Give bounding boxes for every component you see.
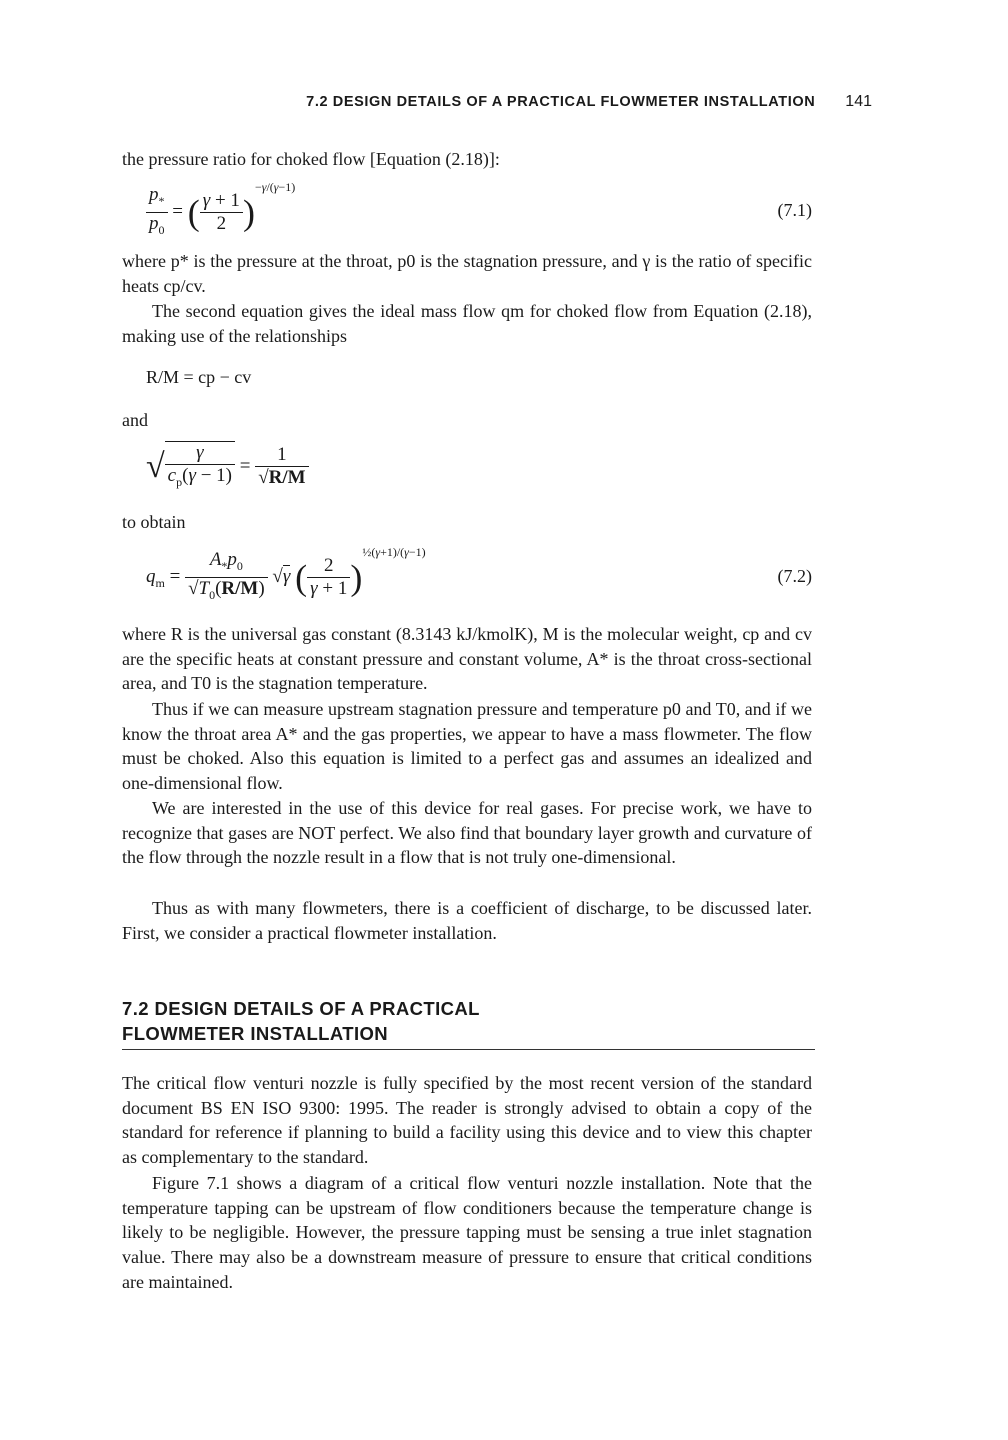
eq-rm-text: R/M = cp − cv	[146, 367, 252, 387]
equation-7-1	[146, 180, 295, 241]
eq2-sqrt-gamma: √γ	[272, 566, 291, 587]
eq1-exponent: −γ/(γ−1)	[254, 180, 296, 194]
para-second-equation	[122, 299, 812, 348]
para-real-text: We are interested in the use of this device for real gases. For precise work, we have to recognize that gases are NOT perfect. We also find that boundary layer growth and curvature of the flow through the nozzle result in a flow that is not truly one-dimensional.	[122, 798, 812, 868]
para-eq1-text: where p* is the pressure at the throat, p0 is the stagnation pressure, and γ is the ratio of specific heats cp/cv.	[122, 251, 812, 296]
equation-7-2: $q_m$ = $\frac{A_*p_0}{√T_0(R/M)}$ √γ ( $\frac{2}{\gamma + 1}$ )$^{\frac{1}{2}(\gamma+1)/(\gamma-1)}$	[146, 545, 426, 606]
para-where-r-text: where R is the universal gas constant (8.3143 kJ/kmolK), M is the molecular weight, cp and cv are the specific heats at constant pressure and constant volume, A* is the throat cross-sectional area, and T0 is the stagnation temperature.	[122, 624, 812, 694]
and-paragraph	[122, 408, 812, 433]
eq1-rhs-num: γ + 1	[202, 190, 240, 212]
para-thus-coefficient	[122, 896, 812, 945]
para-real-gases	[122, 796, 812, 870]
eq1-number: (7.1)	[777, 200, 812, 220]
para-thus2-text: Thus as with many flowmeters, there is a coefficient of discharge, to be discussed later. First, we consider a practical flowmeter installation.	[122, 898, 812, 943]
eq2-left-paren: (	[295, 557, 308, 598]
to-obtain-text: to obtain	[122, 512, 186, 532]
running-title: 7.2 DESIGN DETAILS OF A PRACTICAL FLOWMETER INSTALLATION	[306, 94, 816, 110]
para-figure-text: Figure 7.1 shows a diagram of a critical flow venturi nozzle installation. Note that the temperature tapping can be upstream of flow conditioners because the temperature change is likely to be negligible. However, the pressure tapping must be sensing a true inlet stagnation value. There may also be a downstream measure of pressure to ensure that critical conditions are maintained.	[122, 1173, 812, 1292]
eq2-num: $A_*p_0$	[185, 549, 268, 578]
para-figure-7-1	[122, 1171, 812, 1295]
para-thus1-text: Thus if we can measure upstream stagnation pressure and temperature p0 and T0, and if we know the throat area A* and the gas properties, we appear to have a mass flowmeter. The flow must be choked. Also this equation is limited to a perfect gas and assumes an idealized and one-dimensional flow.	[122, 699, 812, 794]
eq2-fraction	[185, 549, 268, 606]
sqrt-rhs-fraction	[255, 444, 308, 489]
eq1-right-paren: )	[242, 192, 255, 233]
intro-paragraph	[122, 147, 812, 172]
eq2-inner-num: 2	[307, 555, 350, 578]
eq2-den: $√T_0(R/M)$	[188, 578, 265, 602]
eq1-rhs-fraction	[200, 190, 243, 235]
sqrt-rhs-num: 1	[255, 444, 308, 467]
eq2-inner-den: γ + 1	[310, 578, 348, 600]
eq2-inner-fraction	[307, 555, 350, 600]
sqrt-den: $c_p(\gamma - 1)$	[167, 465, 232, 489]
eq2-exponent: ½(γ+1)/(γ−1)	[362, 545, 426, 559]
section-heading-line2: FLOWMETER INSTALLATION	[122, 1023, 389, 1044]
para-thus-measure	[122, 697, 812, 796]
eq2-equals: =	[169, 566, 181, 587]
sqrt-rhs-den: √R/M	[258, 467, 306, 489]
para-eq1-where	[122, 249, 812, 298]
sqrt-fraction	[165, 441, 235, 493]
eq1-left-paren: (	[187, 192, 200, 233]
eq2-number: (7.2)	[777, 566, 812, 586]
para-where-r	[122, 622, 812, 696]
eq1-lhs-fraction	[146, 184, 168, 241]
intro-line: the pressure ratio for choked flow [Equation (2.18)]:	[122, 149, 500, 169]
equation-sqrt-relation	[146, 441, 309, 493]
running-header	[122, 93, 872, 111]
equation-r-m	[146, 367, 251, 388]
eq1-lhs-num: $p_*$	[146, 184, 168, 213]
page-number: 141	[845, 93, 872, 110]
and-text: and	[122, 410, 148, 430]
para-second-text: The second equation gives the ideal mass flow qm for choked flow from Equation (2.18), making use of the relationships	[122, 301, 812, 346]
sqrt-equals: =	[239, 455, 256, 477]
eq2-right-paren: )	[350, 557, 363, 598]
to-obtain-paragraph	[122, 510, 812, 535]
eq1-lhs-den: $p_0$	[149, 213, 165, 237]
section-rule	[122, 1049, 815, 1050]
section-heading	[122, 996, 480, 1046]
sqrt-num: γ	[165, 442, 235, 465]
eq1-equals: =	[172, 201, 188, 222]
section-heading-line1: 7.2 DESIGN DETAILS OF A PRACTICAL	[122, 998, 480, 1019]
sqrt-radical: √	[146, 447, 165, 485]
eq1-rhs-den: 2	[200, 212, 243, 235]
para-critical-flow	[122, 1071, 812, 1170]
para-critical-text: The critical flow venturi nozzle is fully specified by the most recent version of the standard document BS EN ISO 9300: 1995. The reader is strongly advised to obtain a copy of the standard for reference if planning to build a facility using this device and to view this chapter as complementary to the standard.	[122, 1073, 812, 1168]
